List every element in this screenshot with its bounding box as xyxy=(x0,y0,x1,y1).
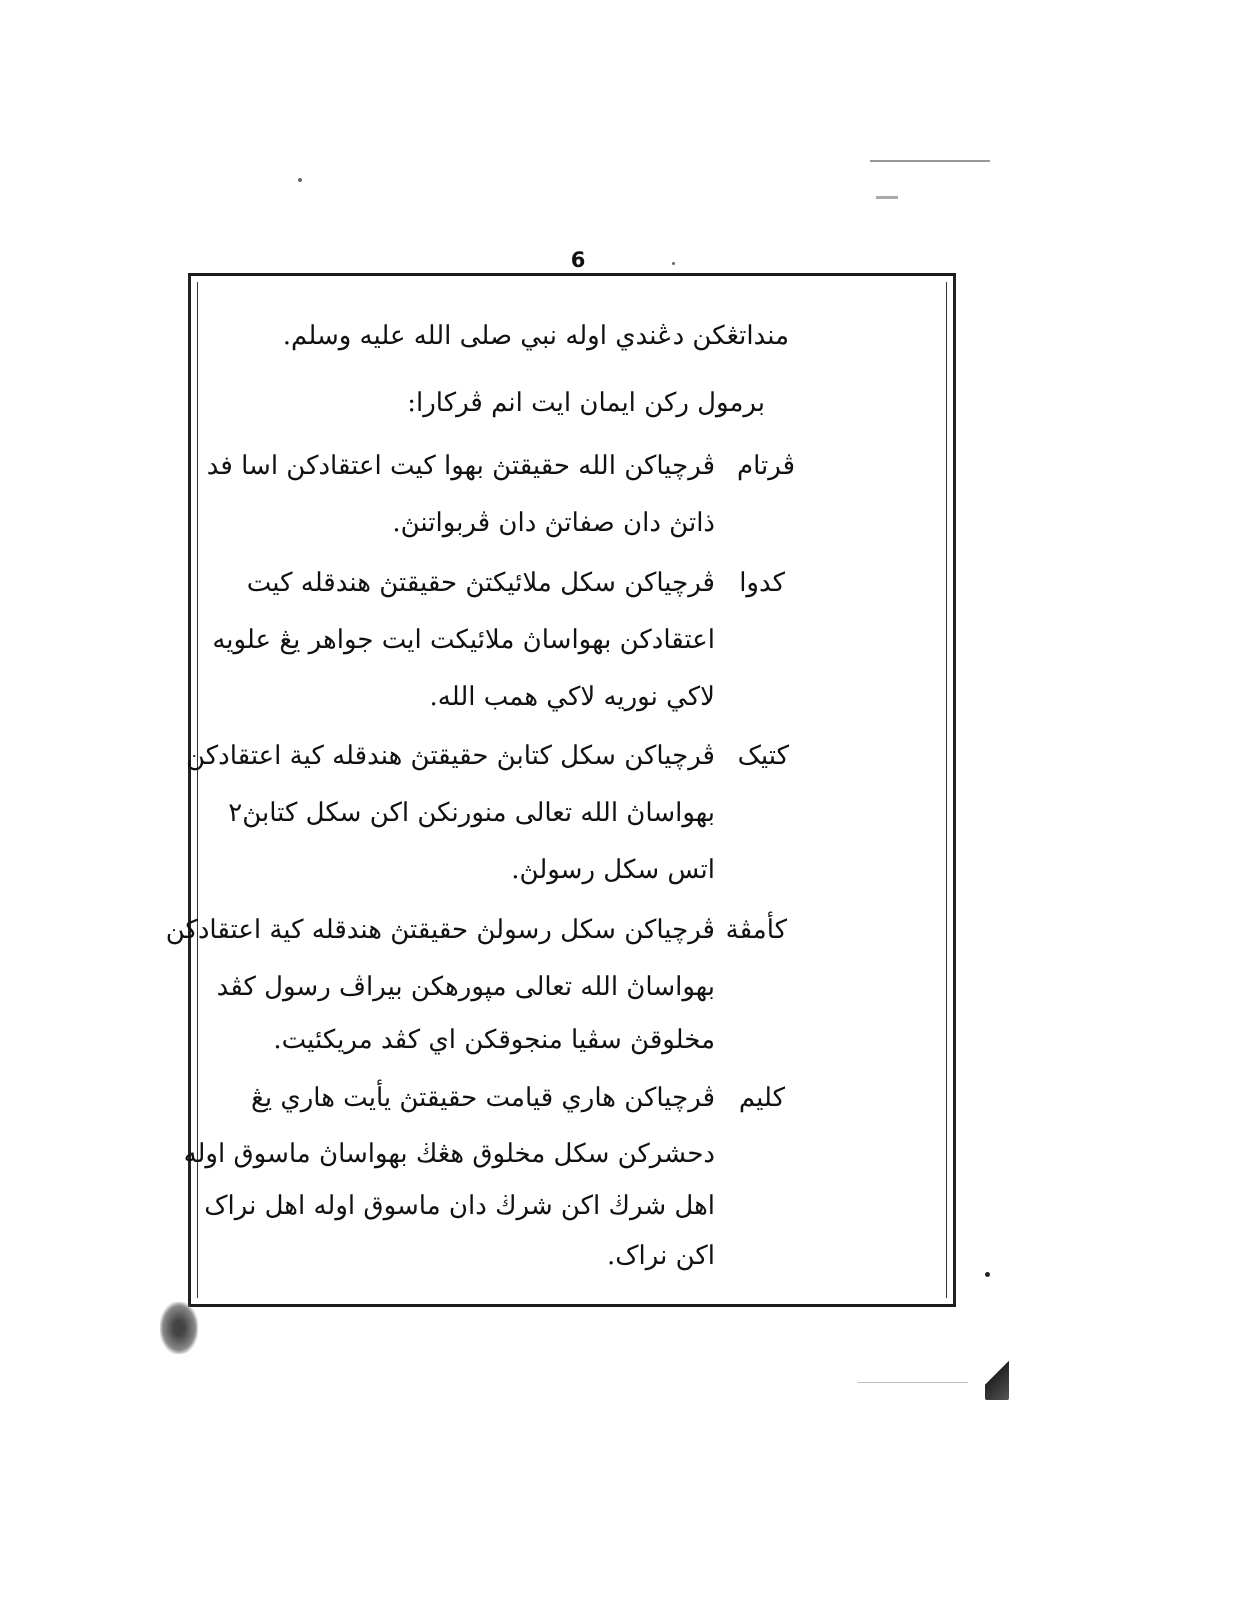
intro-line-2: برمول رکن ايمان ايت انم ڤركارا: xyxy=(407,388,765,418)
smudge-bottom-left xyxy=(160,1302,198,1354)
pillar-1-line-2: ذاتڽ دان صفاتڽ دان ڤربواتنڽ. xyxy=(392,508,715,538)
pillar-2-line-2: اعتقادكن بهواساڽ ملائيكت ايت جواهر يڠ علويه xyxy=(212,625,715,655)
pillar-2-line-1: ڤرچياكن سكل ملائيكتڽ حقيقتڽ هندقله كيت xyxy=(246,568,715,598)
scan-mark-top-right-small xyxy=(876,196,898,199)
scan-mark-top-right xyxy=(870,160,990,162)
pillar-label-1: ڤرتام xyxy=(736,451,795,481)
pillar-2-line-3: لاكي نوريه لاكي همب الله. xyxy=(429,682,715,712)
speck xyxy=(298,178,302,182)
scan-mark-bottom xyxy=(858,1382,968,1383)
pillar-label-5: كليم xyxy=(738,1083,785,1113)
pillar-4-line-2: بهواساڽ الله تعالى مپورهكن بيراڤ رسول كڤد xyxy=(216,972,715,1002)
pillar-3-line-1: ڤرچياكن سكل كتابڽ حقيقتڽ هندقله كية اعتقادكن xyxy=(186,741,715,771)
pillar-label-3: كتيک xyxy=(737,741,789,771)
intro-line-1: منداتڠكن دڠندي اوله نبي صلى الله عليه وسلم. xyxy=(282,321,789,351)
speck xyxy=(985,1272,990,1277)
pillar-4-line-1: ڤرچياكن سكل رسولڽ حقيقتڽ هندقله كية اعتقادكن xyxy=(165,915,715,945)
pillar-5-line-3: اهل شرڬ اكن شرڬ دان ماسوق اوله اهل نراک xyxy=(204,1191,715,1221)
pillar-label-2: كدوا xyxy=(739,568,785,598)
pillar-1-line-1: ڤرچياكن الله حقيقتڽ بهوا كيت اعتقادكن اسا فد xyxy=(206,451,715,481)
pillar-5-line-2: دحشركن سكل مخلوق هڠڬ بهواساڽ ماسوق اوله xyxy=(183,1139,715,1169)
pillar-4-line-3: مخلوقڽ سڤيا منجوقكن اي كڤد مريكئيت. xyxy=(273,1025,715,1055)
pillar-5-line-1: ڤرچياكن هاري قيامت حقيقتڽ يأيت هاري يڠ xyxy=(251,1083,715,1113)
speck xyxy=(672,262,675,265)
pillar-label-4: كأمڤة xyxy=(725,915,787,945)
pillar-5-line-4: اكن نراک. xyxy=(607,1241,715,1271)
pillar-3-line-3: اتس سكل رسولڽ. xyxy=(511,855,715,885)
page-number: 6 xyxy=(570,248,586,272)
smudge-bottom-right xyxy=(985,1358,1009,1400)
pillar-3-line-2: بهواساڽ الله تعالى منورنكن اكن سكل كتابڽ٢ xyxy=(228,798,715,828)
